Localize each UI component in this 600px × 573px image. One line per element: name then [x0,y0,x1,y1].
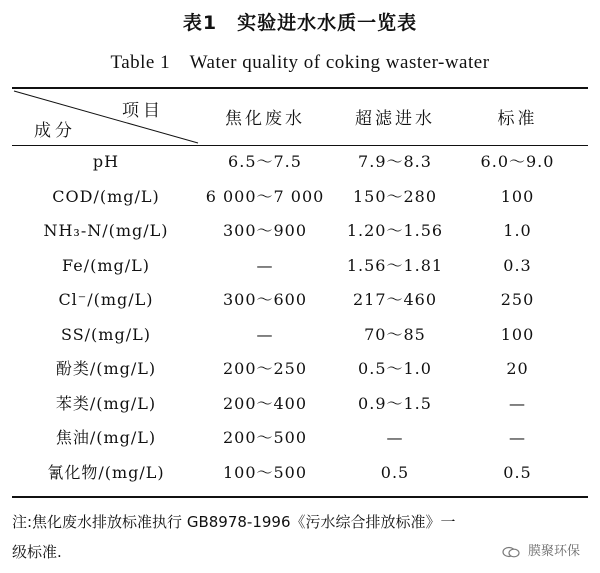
bottom-rule [12,496,588,498]
table-row [12,283,588,318]
row-parameter: COD/(mg/L) [52,186,160,206]
table-row [12,180,588,215]
row-uf-value: 0.9～1.5 [358,393,432,413]
row-coking-value: 300～600 [222,290,308,309]
table-row [12,249,588,284]
row-standard-value: 6.0～9.0 [480,152,555,171]
row-uf-value: 7.9～8.3 [358,152,432,171]
row-parameter: 氰化物/(mg/L) [47,462,165,482]
row-uf-value: — [386,428,404,447]
row-standard-value: 100 [500,324,535,344]
table-row [12,214,588,249]
row-standard-value: 0.3 [503,255,532,275]
wechat-icon [502,546,520,558]
note-line-1: 注:焦化废水排放标准执行 GB8978-1996《污水综合排放标准》一 [12,513,456,531]
row-standard-value: 250 [500,290,535,309]
row-uf-value: 217～460 [352,290,438,309]
row-coking-value: 100～500 [222,462,308,482]
note-line-2: 级标准. [12,543,62,561]
table-row [12,387,588,422]
table-title-english: Table 1 Water quality of coking waster-water [110,52,490,73]
row-coking-value: 6 000～7 000 [205,186,325,206]
row-standard-value: 20 [506,359,529,378]
table-title-chinese: 表1 实验进水水质一览表 [182,12,418,34]
header-item-label: 项目 [122,101,164,121]
row-standard-value: — [509,428,526,447]
row-uf-value: 1.20～1.56 [346,221,444,240]
row-coking-value: 300～900 [222,221,308,240]
table-row [12,318,588,353]
row-uf-value: 70～85 [364,324,426,344]
row-coking-value: 200～250 [222,359,308,378]
row-parameter: 苯类/(mg/L) [55,393,157,413]
row-uf-value: 1.56～1.81 [346,255,444,275]
row-standard-value: 100 [500,186,535,206]
row-standard-value: 1.0 [503,221,532,240]
row-standard-value: — [509,393,526,413]
watermark [502,540,580,559]
table-row [12,352,588,387]
watermark-text: 膜聚环保 [527,544,580,559]
row-uf-value: 0.5 [380,462,410,482]
header-col-standard: 标准 [497,109,538,129]
row-parameter: SS/(mg/L) [61,324,151,344]
row-coking-value: 200～400 [222,393,308,413]
row-standard-value: 0.5 [503,462,532,482]
row-parameter: 酚类/(mg/L) [55,359,157,378]
row-parameter: Fe/(mg/L) [62,255,150,275]
table-row [12,456,588,491]
row-coking-value: 200～500 [222,428,308,447]
row-parameter: Cl⁻/(mg/L) [58,290,154,309]
row-uf-value: 150～280 [352,186,438,206]
row-coking-value: 6.5～7.5 [228,152,302,171]
row-parameter: 焦油/(mg/L) [55,428,157,447]
table-row [12,421,588,456]
table-row [12,145,588,180]
row-parameter: NH₃-N/(mg/L) [43,221,169,240]
row-coking-value: — [256,324,274,344]
table-body [12,145,588,490]
header-col-uf-influent: 超滤进水 [355,109,435,129]
row-uf-value: 0.5～1.0 [358,359,432,378]
row-coking-value: — [256,255,274,275]
header-component-label: 成分 [34,121,76,141]
row-parameter: pH [92,152,120,171]
header-col-coking-wastewater: 焦化废水 [225,109,305,129]
